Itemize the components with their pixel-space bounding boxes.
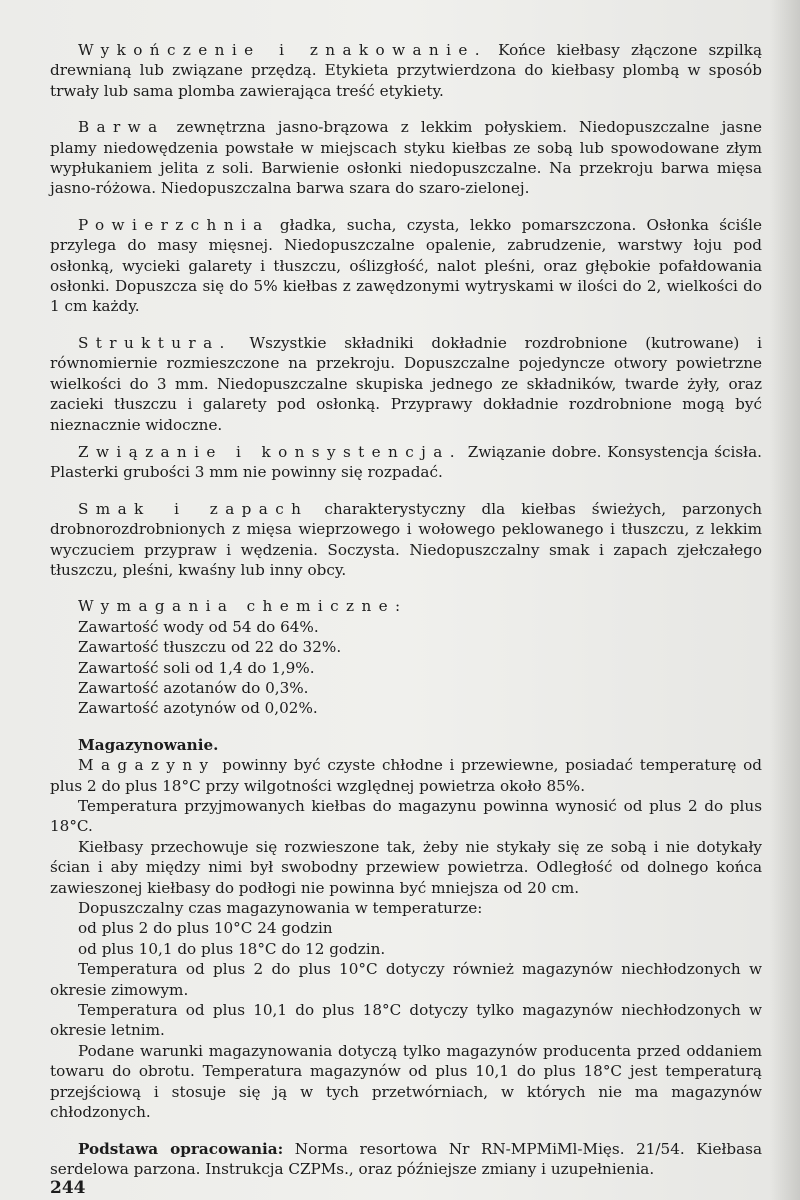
paragraph-basis	[50, 1139, 762, 1180]
text-structure: Wszystkie składniki dokładnie rozdrobnione (kutrowane) i równomiernie rozmieszczone na przekroju. Dopuszczalne pojedyncze otwory powietrzne wielkości do 3 mm. Niedopuszczalne skupiska jednego ze składników, twarde żyły, oraz zacieki tłuszczu i galarety pod osłonką. Przyprawy dokładnie rozdrobnione mogą być nieznacznie widoczne.	[50, 333, 762, 434]
heading-binding: Związanie i konsystencja.	[78, 442, 462, 461]
paragraph-structure	[50, 333, 762, 435]
text-storage: powinny być czyste chłodne i przewiewne, posiadać temperaturę od plus 2 do plus 18°C przy wilgotności względnej powietrza około 85%.	[50, 756, 762, 795]
chemical-requirements	[50, 596, 762, 718]
page-number: 244	[50, 1178, 86, 1198]
chemical-item: Zawartość azotynów od 0,02%.	[78, 699, 318, 718]
page-content	[50, 40, 762, 1179]
storage-paragraph: Temperatura od plus 10,1 do plus 18°C dotyczy tylko magazynów niechłodzonych w okresie letnim.	[50, 1001, 762, 1040]
text-surface: gładka, sucha, czysta, lekko pomarszczona. Osłonka ściśle przylega do masy mięsnej. Niedopuszczalne opalenie, zabrudzenie, warstwy łoju pod osłonką, wycieki galarety i tłuszczu, oślizgłość, nalot pleśni, oraz głębokie pofałdowania osłonki. Dopuszcza się do 5% kiełbas z zawędzonymi wytryskami w ilości do 2, wielkości do 1 cm każdy.	[50, 215, 762, 316]
paragraph-color	[50, 117, 762, 199]
storage-paragraph: Temperatura od plus 2 do plus 10°C dotyczy również magazynów niechłodzonych w okresie zimowym.	[50, 960, 762, 999]
heading-finishing: Wykończenie i znakowanie.	[78, 41, 487, 59]
paragraph-finishing	[50, 40, 762, 101]
heading-surface: Powierzchnia	[78, 215, 270, 234]
storage-paragraph: Podane warunki magazynowania dotyczą tylko magazynów producenta przed oddaniem towaru do obrotu. Temperatura magazynów od plus 10,1 do plus 18°C jest temperaturą przejściową i stosuje się ją w tych przetwórniach, w których nie ma magazynów chłodzonych.	[50, 1041, 762, 1122]
chemical-item: Zawartość azotanów do 0,3%.	[78, 678, 309, 697]
heading-chemical: Wymagania chemiczne:	[78, 597, 408, 616]
storage-paragraph: Kiełbasy przechowuje się rozwieszone tak, żeby nie stykały się ze sobą i nie dotykały ścian i aby między nimi był swobodny przewiew powietrza. Odległość od dolnego końca zawieszonej kiełbasy do podłogi nie powinna być mniejsza od 20 cm.	[50, 837, 762, 897]
scan-edge-shadow	[770, 0, 800, 1200]
storage-time-line: od plus 2 do plus 10°C 24 godzin	[78, 919, 333, 938]
text-taste: charakterystyczny dla kiełbas świeżych, parzonych drobnorozdrobnionych z mięsa wieprzowego i wołowego peklowanego i tłuszczu, z lekkim wyczuciem przypraw i wędzenia. Soczysta. Niedopuszczalny smak i zapach zjełczałego tłuszczu, pleśni, kwaśny lub inny obcy.	[50, 499, 762, 579]
text-finishing: Końce kiełbasy złączone szpilką drewnianą lub związane przędzą. Etykieta przytwierdzona do kiełbasy plombą w sposób trwały lub sama plomba zawierająca treść etykiety.	[50, 41, 762, 100]
chemical-item: Zawartość wody od 54 do 64%.	[78, 617, 319, 636]
storage-section	[50, 735, 762, 1123]
text-binding: Związanie dobre. Konsystencja ścisła. Plasterki grubości 3 mm nie powinny się rozpadać.	[50, 442, 762, 482]
heading-taste: Smak i zapach	[78, 499, 309, 518]
text-color: zewnętrzna jasno-brązowa z lekkim połyskiem. Niedopuszczalne jasne plamy niedowędzenia powstałe w miejscach styku kiełbas ze sobą lub spowodowane złym wypłukaniem jelita z soli. Barwienie osłonki niedopuszczalne. Na przekroju barwa mięsa jasno-różowa. Niedopuszczalna barwa szara do szaro-zielonej.	[50, 118, 762, 198]
heading-color: Barwa	[78, 118, 165, 137]
storage-paragraph: Dopuszczalny czas magazynowania w temperaturze:	[78, 899, 483, 918]
paragraph-binding	[50, 442, 762, 483]
storage-paragraph: Temperatura przyjmowanych kiełbas do magazynu powinna wynosić od plus 2 do plus 18°C.	[50, 797, 762, 836]
chemical-item: Zawartość soli od 1,4 do 1,9%.	[78, 658, 315, 677]
storage-title: Magazynowanie.	[78, 735, 219, 754]
heading-storage: Magazyny	[78, 756, 216, 775]
chemical-item: Zawartość tłuszczu od 22 do 32%.	[78, 638, 342, 657]
heading-basis: Podstawa opracowania:	[78, 1139, 284, 1158]
paragraph-storage	[50, 755, 762, 796]
paragraph-taste	[50, 499, 762, 581]
text-basis: Norma resortowa Nr RN-MPMiMl-Mięs. 21/54. Kiełbasa serdelowa parzona. Instrukcja CZPMs., oraz późniejsze zmiany i uzupełnienia.	[50, 1139, 762, 1178]
heading-structure: Struktura.	[78, 333, 232, 352]
storage-time-line: od plus 10,1 do plus 18°C do 12 godzin.	[78, 939, 386, 958]
paragraph-surface	[50, 215, 762, 317]
